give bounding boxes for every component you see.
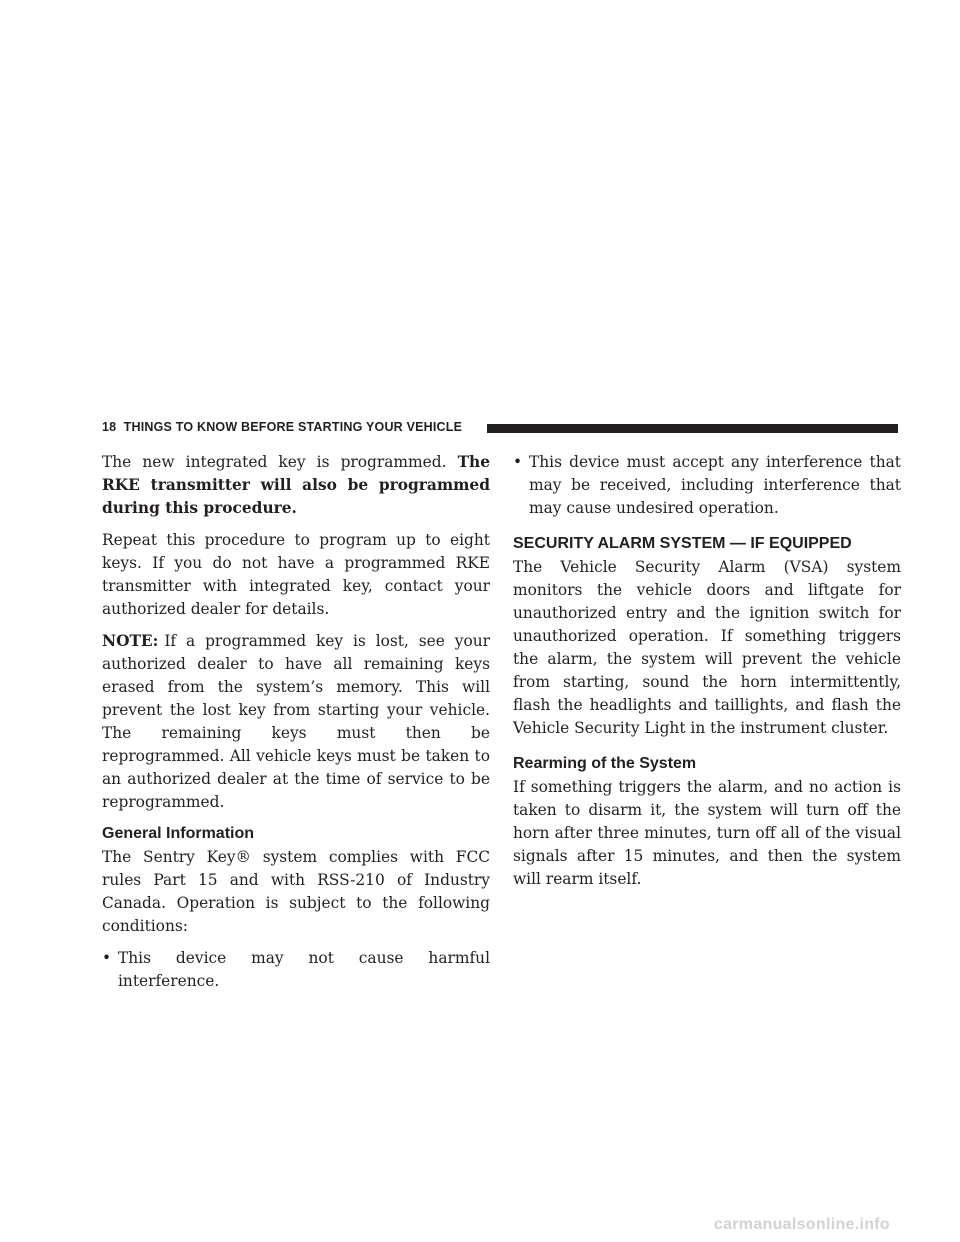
bullet-text: This device must accept any interference that may be received, including interference that may cause undesired operation. — [529, 453, 901, 517]
paragraph-programmed-bold: The RKE transmitter will also be programmed during this procedure. — [102, 453, 490, 517]
page-header-title — [102, 420, 462, 434]
bullet-icon: • — [513, 453, 523, 471]
page-number: 18 — [102, 420, 117, 434]
list-item — [513, 451, 901, 520]
header-rule — [487, 424, 898, 433]
section-title: THINGS TO KNOW BEFORE STARTING YOUR VEHICLE — [123, 420, 463, 434]
note-text: If a programmed key is lost, see your authorized dealer to have all remaining keys erased from the system’s memory. This will prevent the lost key from starting your vehicle. The remaining keys must then be reprogrammed. All vehicle keys must be taken to an authorized dealer at the time of service to be reprogrammed. — [102, 632, 490, 811]
bullet-icon: • — [102, 949, 112, 967]
paragraph-programmed — [102, 451, 490, 520]
note-paragraph — [102, 630, 490, 814]
page-header — [102, 418, 898, 440]
heading-general-information: General Information — [102, 825, 255, 842]
list-item — [102, 947, 490, 993]
paragraph-vsa: The Vehicle Security Alarm (VSA) system monitors the vehicle doors and liftgate for unauthorized entry and the ignition switch for unauthorized operation. If something triggers the alarm, the system will prevent the vehicle from starting, sound the horn intermittently, flash the headlights and taillights, and flash the Vehicle Security Light in the instrument cluster. — [513, 558, 901, 737]
right-column — [513, 451, 901, 900]
heading-security-alarm: SECURITY ALARM SYSTEM — IF EQUIPPED — [513, 535, 852, 552]
watermark: carmanualsonline.info — [713, 1216, 890, 1233]
paragraph-rearming: If something triggers the alarm, and no action is taken to disarm it, the system will turn off the horn after three minutes, turn off all of the visual signals after 15 minutes, and then the system will rearm itself. — [513, 778, 901, 888]
bullet-text: This device may not cause harmful interference. — [118, 949, 490, 990]
left-column — [102, 451, 490, 1002]
paragraph-repeat: Repeat this procedure to program up to eight keys. If you do not have a programmed RKE transmitter with integrated key, contact your authorized dealer for details. — [102, 531, 490, 618]
note-label: NOTE: — [102, 632, 159, 650]
heading-rearming: Rearming of the System — [513, 755, 697, 772]
paragraph-sentry-key: The Sentry Key® system complies with FCC rules Part 15 and with RSS-210 of Industry Canada. Operation is subject to the following conditions: — [102, 848, 490, 935]
paragraph-programmed-text: The new integrated key is programmed. — [102, 453, 458, 471]
